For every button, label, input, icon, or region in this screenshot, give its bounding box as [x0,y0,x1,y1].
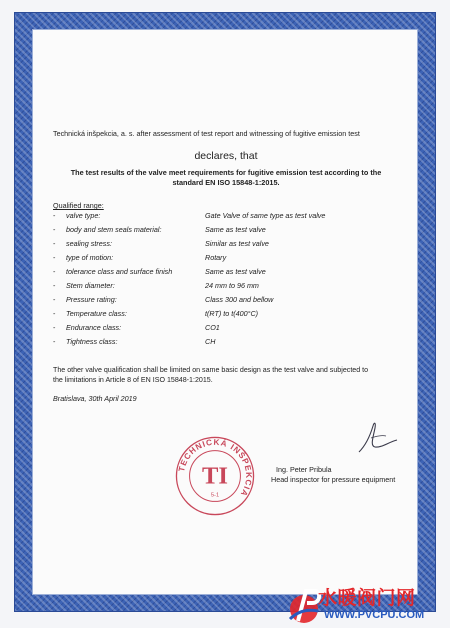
bullet-dash: - [53,253,56,262]
inspector-name: Ing. Peter Pribula [276,465,332,474]
row-label: tolerance class and surface finish [66,267,173,276]
qualified-range-label: Qualified range: [53,201,104,210]
row-label: Stem diameter: [66,281,115,290]
bullet-dash: - [53,337,56,346]
official-stamp [174,435,256,517]
result-line-1: The test results of the valve meet requirements for fugitive emission test according to the [70,168,382,177]
row-value: Gate Valve of same type as test valve [205,211,326,220]
row-value: CO1 [205,323,220,332]
bullet-dash: - [53,211,56,220]
row-value: t(RT) to t(400°C) [205,309,259,318]
row-value: Similar as test valve [205,239,269,248]
row-label: Pressure rating: [66,295,117,304]
limitation-statement [53,366,411,385]
row-label: Endurance class: [66,323,122,332]
bullet-dash: - [53,281,56,290]
declares-heading: declares, that [194,150,258,162]
row-value: CH [205,337,216,346]
result-line-2: standard EN ISO 15848-1:2015. [172,177,280,187]
bullet-dash: - [53,295,56,304]
watermark-url: WWW.PVCPU.COM [324,609,425,621]
row-value: Same as test valve [205,267,266,276]
watermark-text: 水暖阀门网 [318,588,416,609]
issue-date: Bratislava, 30th April 2019 [53,394,137,403]
certificate-page [32,29,418,595]
bullet-dash: - [53,267,56,276]
row-label: body and stem seals material: [66,225,162,234]
bullet-dash: - [53,309,56,318]
stamp-number: 5-1 [210,492,220,499]
bullet-dash: - [53,323,56,332]
row-label: Temperature class: [66,309,127,318]
limitation-line-2: the limitations in Article 8 of EN ISO 15848-1:2015. [53,375,213,384]
row-label: valve type: [66,211,101,220]
intro-text: Technická inšpekcia, a. s. after assessment of test report and witnessing of fugitive emission test [53,129,360,138]
row-value: Same as test valve [205,225,266,234]
row-label: sealing stress: [66,239,112,248]
row-label: Tightness class: [66,337,118,346]
row-value: Rotary [205,253,227,262]
stamp-ring-text: TECHNICKÁ INŠPEKCIA [177,437,254,499]
certificate-border-frame [14,12,436,612]
bullet-dash: - [53,239,56,248]
stamp-monogram: TI [202,462,228,490]
inspector-title: Head inspector for pressure equipment [271,475,396,484]
signature-image [355,416,401,458]
row-value: Class 300 and bellow [205,295,274,304]
bullet-dash: - [53,225,56,234]
row-label: type of motion: [66,253,114,262]
result-statement [41,168,411,187]
limitation-line-1: The other valve qualification shall be limited on same basic design as the test valve and subjected to [53,366,369,374]
row-value: 24 mm to 96 mm [205,281,259,290]
